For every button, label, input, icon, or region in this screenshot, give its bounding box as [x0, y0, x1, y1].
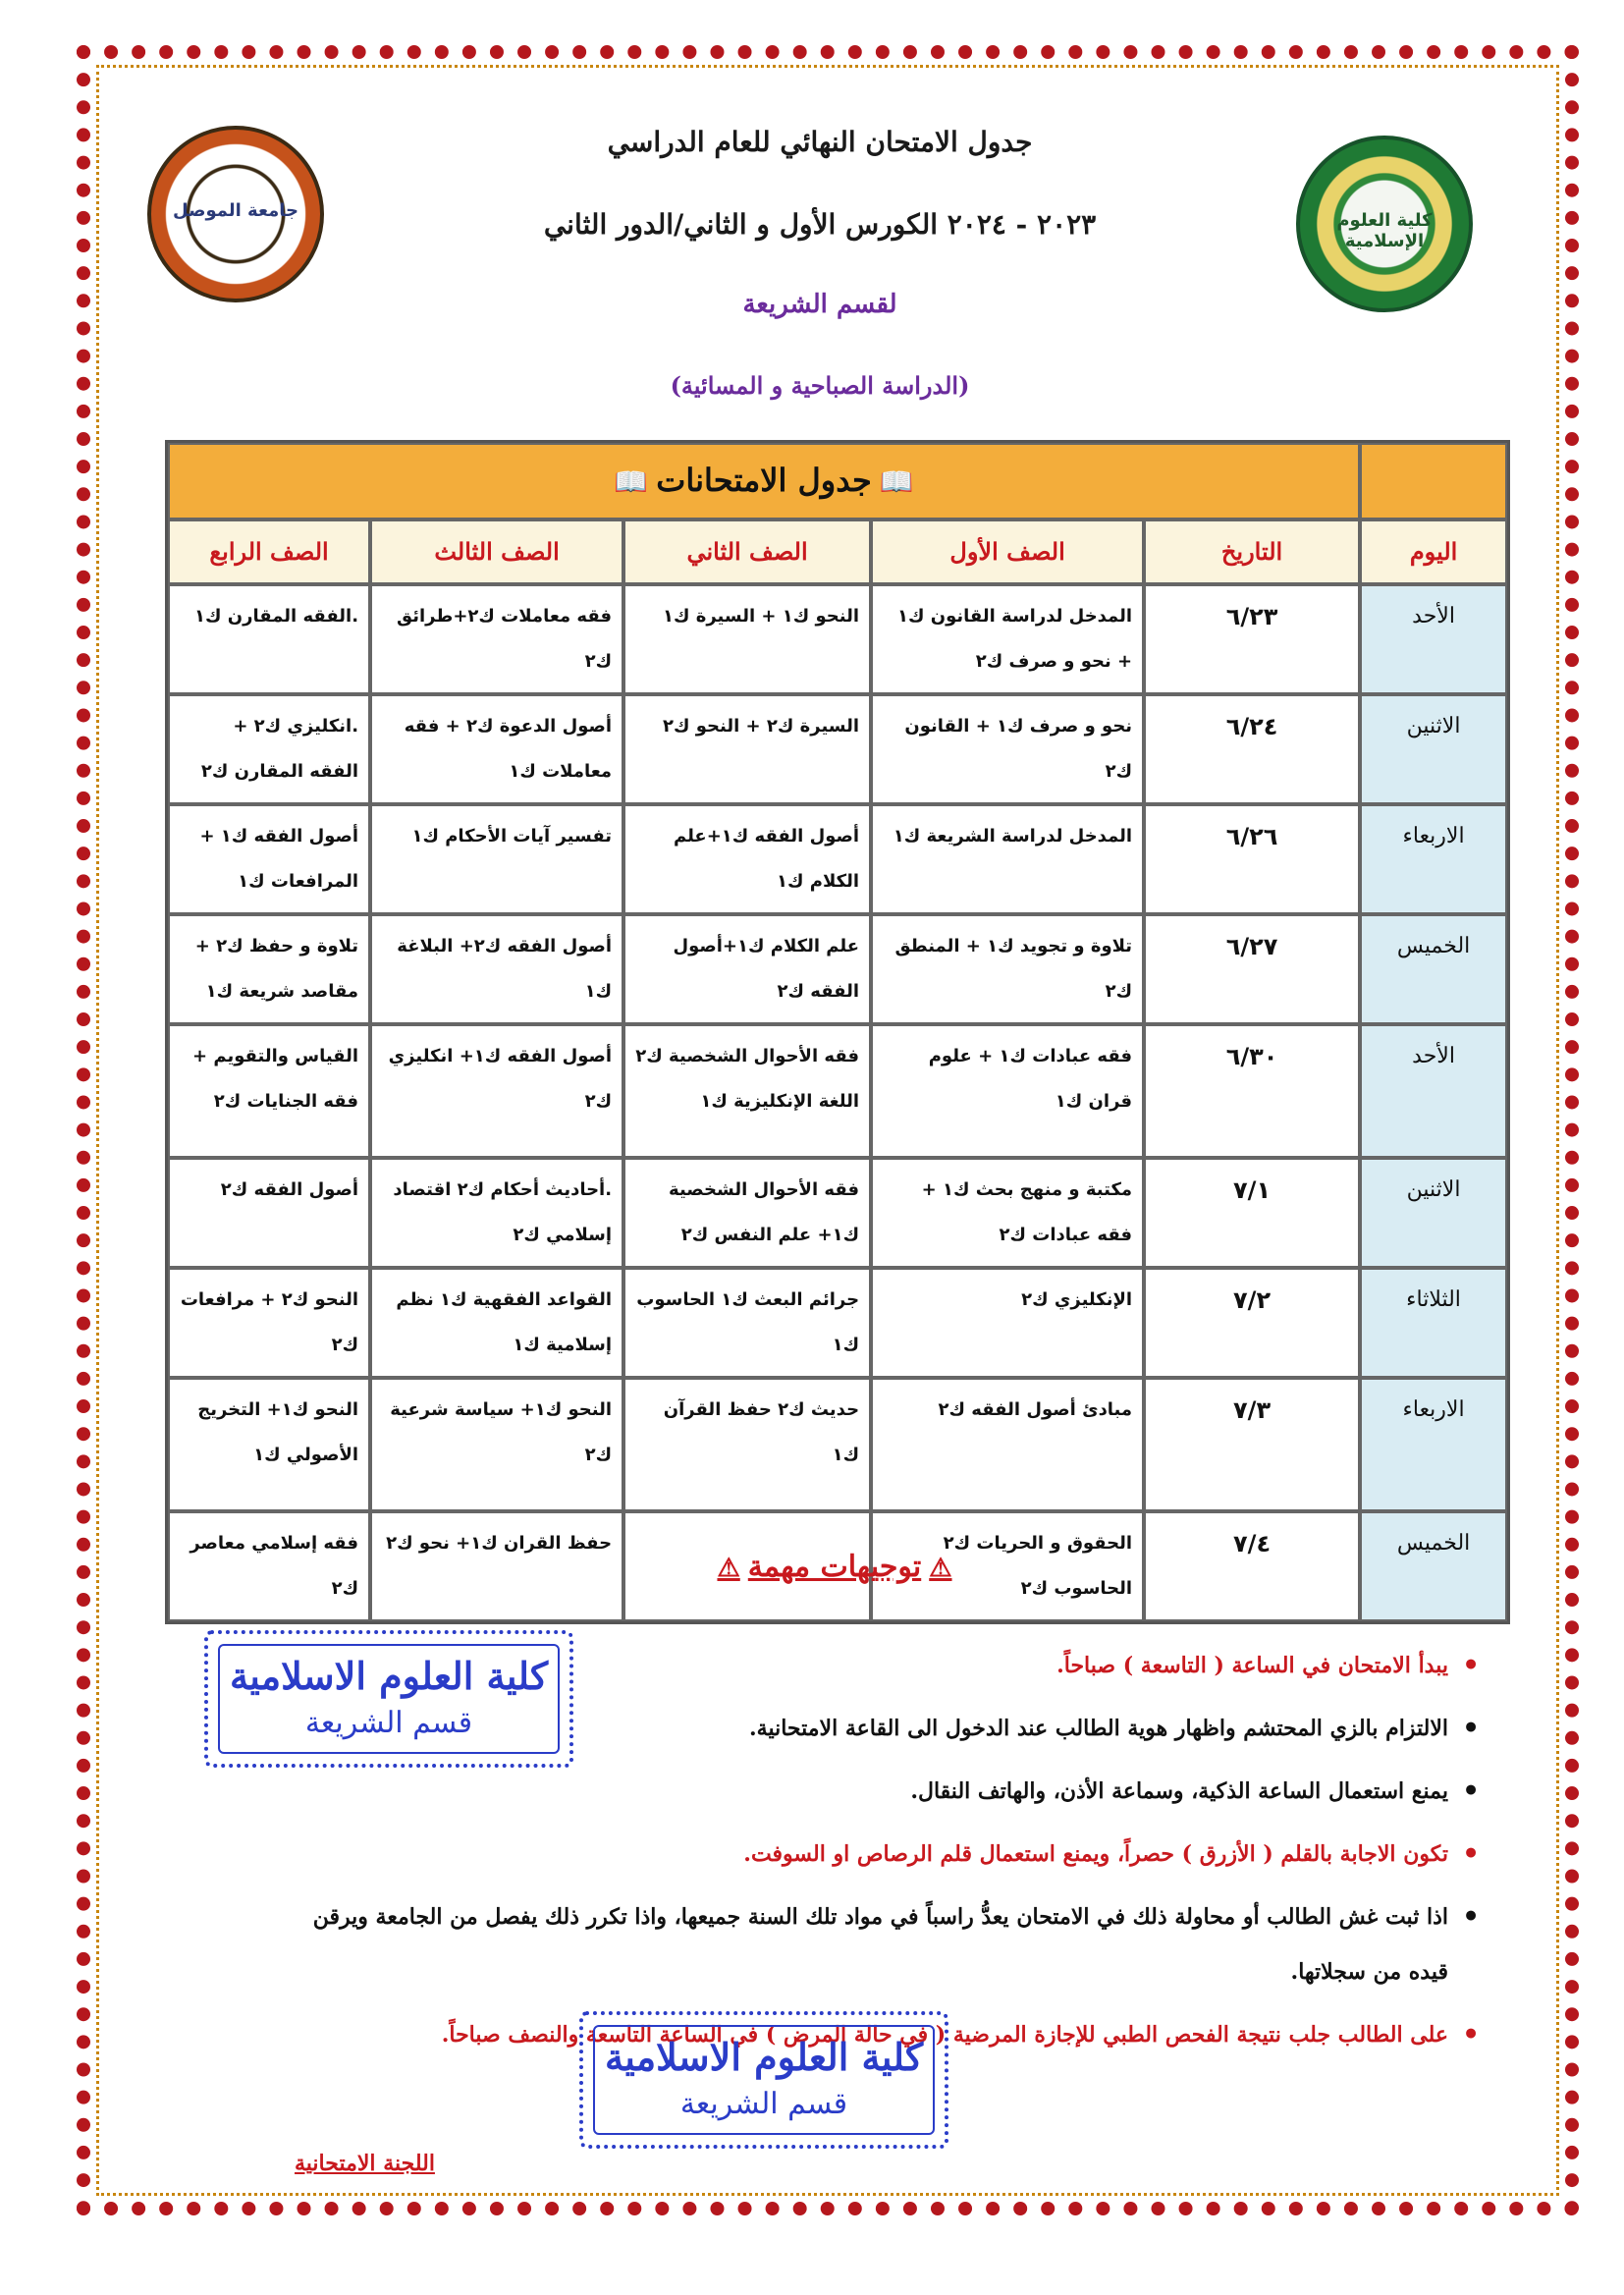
alert-icon: ⚠	[929, 1554, 952, 1583]
banner-title: جدول الامتحانات	[656, 462, 872, 499]
exam-cell: أصول الفقه ك١+ انكليزي ك٢	[370, 1024, 623, 1158]
exam-cell: القواعد الفقهية ك١ نظم إسلامية ك١	[370, 1268, 623, 1378]
book-icon: 📖	[614, 465, 649, 498]
note-item: • تكون الاجابة بالقلم ( الأزرق ) حصراً، ويمنع استعمال قلم الرصاص او السوفت.	[295, 1827, 1448, 1882]
stamp-line1: كلية العلوم الاسلامية	[229, 1654, 549, 1698]
exam-cell: الحقوق و الحريات ك٢ الحاسوب ك٢	[871, 1511, 1144, 1621]
exam-cell: فقه إسلامي معاصر ك٢	[168, 1511, 370, 1621]
stamp-line1: كلية العلوم الاسلامية	[604, 2035, 924, 2079]
exam-cell: علم الكلام ك١+أصول الفقه ك٢	[623, 914, 871, 1024]
exam-cell: فقه عبادات ك١ + علوم قران ك١	[871, 1024, 1144, 1158]
day-cell: الاثنين	[1360, 1158, 1507, 1268]
exam-cell: المدخل لدراسة القانون ك١ + نحو و صرف ك٢	[871, 584, 1144, 694]
exam-cell: النحو ك١ + السيرة ك١	[623, 584, 871, 694]
note-item: • الالتزام بالزي المحتشم واظهار هوية الطالب عند الدخول الى القاعة الامتحانية.	[295, 1701, 1448, 1756]
college-stamp	[579, 2011, 948, 2149]
college-logo-text: كلية العلوم الإسلامية	[1336, 210, 1433, 251]
alert-icon: ⚠	[717, 1554, 740, 1583]
table-row	[168, 1378, 1507, 1511]
day-cell: الأحد	[1360, 584, 1507, 694]
day-cell: الخميس	[1360, 914, 1507, 1024]
column-header: الصف الرابع	[168, 519, 370, 584]
column-header: الصف الأول	[871, 519, 1144, 584]
table-row	[168, 1158, 1507, 1268]
date-cell: ٦/٢٧	[1144, 914, 1360, 1024]
table-row	[168, 1268, 1507, 1378]
exam-cell: تفسير آيات الأحكام ك١	[370, 804, 623, 914]
note-item: • على الطالب جلب نتيجة الفحص الطبي للإجازة المرضية ( في حالة المرض ) في الساعة التاسعة والنصف صباحاً.	[295, 2007, 1448, 2062]
exam-cell: .أحاديث أحكام ك٢ اقتصاد إسلامي ك٢	[370, 1158, 623, 1268]
stamp-inner-border	[218, 1644, 560, 1754]
day-cell: الأحد	[1360, 1024, 1507, 1158]
exam-cell: مكتبة و منهج بحث ك١ + فقه عبادات ك٢	[871, 1158, 1144, 1268]
column-header: اليوم	[1360, 519, 1507, 584]
exam-cell: أصول الدعوة ك٢ + فقه معاملات ك١	[370, 694, 623, 804]
exam-cell: أصول الفقه ك٢+ البلاغة ك١	[370, 914, 623, 1024]
exam-cell: فقه الأحوال الشخصية ك١+ علم النفس ك٢	[623, 1158, 871, 1268]
note-item: • يبدأ الامتحان في الساعة ( التاسعة ) صباحاً.	[295, 1638, 1448, 1693]
column-header: الصف الثالث	[370, 519, 623, 584]
exam-cell: أصول الفقه ك٢	[168, 1158, 370, 1268]
exam-cell: المدخل لدراسة الشريعة ك١	[871, 804, 1144, 914]
exam-cell: السيرة ك٢ + النحو ك٢	[623, 694, 871, 804]
exam-cell: جرائم البعث ك١ الحاسوب ك١	[623, 1268, 871, 1378]
day-cell: الثلاثاء	[1360, 1268, 1507, 1378]
header-department: لقسم الشريعة	[742, 290, 897, 319]
exam-cell: حفظ القران ك١+ نحو ك٢	[370, 1511, 623, 1621]
day-cell: الاثنين	[1360, 694, 1507, 804]
date-cell: ٦/٣٠	[1144, 1024, 1360, 1158]
table-row	[168, 694, 1507, 804]
college-logo	[1296, 136, 1473, 312]
exam-cell: أصول الفقه ك١ + المرافعات ك١	[168, 804, 370, 914]
exam-cell: النحو ك١+ التخريج الأصولي ك١	[168, 1378, 370, 1511]
table-row	[168, 804, 1507, 914]
university-logo-text: جامعة الموصل	[173, 200, 298, 221]
date-cell: ٦/٢٣	[1144, 584, 1360, 694]
notes-title-text: توجيهات مهمة	[747, 1550, 922, 1584]
exam-cell: أصول الفقه ك١+علم الكلام ك١	[623, 804, 871, 914]
table-row	[168, 914, 1507, 1024]
exam-cell: الإنكليزي ك٢	[871, 1268, 1144, 1378]
exam-cell: تلاوة و حفظ ك٢ + مقاصد شريعة ك١	[168, 914, 370, 1024]
date-cell: ٦/٢٤	[1144, 694, 1360, 804]
date-cell: ٧/٤	[1144, 1511, 1360, 1621]
exam-cell: مبادئ أصول الفقه ك٢	[871, 1378, 1144, 1511]
notes-title	[491, 1550, 1178, 1584]
exam-cell: فقه معاملات ك٢+طرائق ك٢	[370, 584, 623, 694]
college-stamp	[204, 1630, 573, 1768]
book-icon: 📖	[879, 465, 914, 498]
date-cell: ٧/٢	[1144, 1268, 1360, 1378]
table-banner	[168, 443, 1360, 519]
exam-committee-signature: اللجنة الامتحانية	[295, 2151, 435, 2176]
day-cell: الخميس	[1360, 1511, 1507, 1621]
note-item: • اذا ثبت غش الطالب أو محاولة ذلك في الامتحان يعدُّ راسباً في مواد تلك السنة جميعها، واذا تكرر ذلك يفصل من الجامعة ويرقن قيده من سجلاتها.	[295, 1889, 1448, 1999]
date-cell: ٦/٢٦	[1144, 804, 1360, 914]
university-logo	[147, 126, 324, 302]
note-item: • يمنع استعمال الساعة الذكية، وسماعة الأذن، والهاتف النقال.	[295, 1764, 1448, 1819]
exam-cell: .انكليزي ك٢ + الفقه المقارن ك٢	[168, 694, 370, 804]
header-study-type: (الدراسة الصباحية و المسائية)	[670, 371, 970, 400]
column-header: الصف الثاني	[623, 519, 871, 584]
date-cell: ٧/١	[1144, 1158, 1360, 1268]
banner-empty-cell	[1360, 443, 1507, 519]
exam-cell: القياس والتقويم + فقه الجنايات ك٢	[168, 1024, 370, 1158]
exam-cell: النحو ك٢ + مرافعات ك٢	[168, 1268, 370, 1378]
date-cell: ٧/٣	[1144, 1378, 1360, 1511]
exam-cell: حديث ك٢ حفظ القرآن ك١	[623, 1378, 871, 1511]
exam-cell: فقه الأحوال الشخصية ك٢ اللغة الإنكليزية ك١	[623, 1024, 871, 1158]
header-title: جدول الامتحان النهائي للعام الدراسي	[607, 126, 1033, 158]
exam-cell: تلاوة و تجويد ك١ + المنطق ك٢	[871, 914, 1144, 1024]
table-row	[168, 584, 1507, 694]
exam-cell: نحو و صرف ك١ + القانون ك٢	[871, 694, 1144, 804]
stamp-inner-border	[593, 2025, 935, 2135]
exam-schedule-table	[165, 440, 1504, 1624]
header-course: ٢٠٢٣ - ٢٠٢٤ الكورس الأول و الثاني/الدور الثاني	[543, 208, 1097, 241]
day-cell: الاربعاء	[1360, 1378, 1507, 1511]
stamp-line2: قسم الشريعة	[679, 2087, 848, 2121]
column-header: التاريخ	[1144, 519, 1360, 584]
stamp-line2: قسم الشريعة	[304, 1706, 473, 1740]
table-row	[168, 1024, 1507, 1158]
exam-cell: النحو ك١+ سياسة شرعية ك٢	[370, 1378, 623, 1511]
exam-cell: .الفقه المقارن ك١	[168, 584, 370, 694]
day-cell: الاربعاء	[1360, 804, 1507, 914]
